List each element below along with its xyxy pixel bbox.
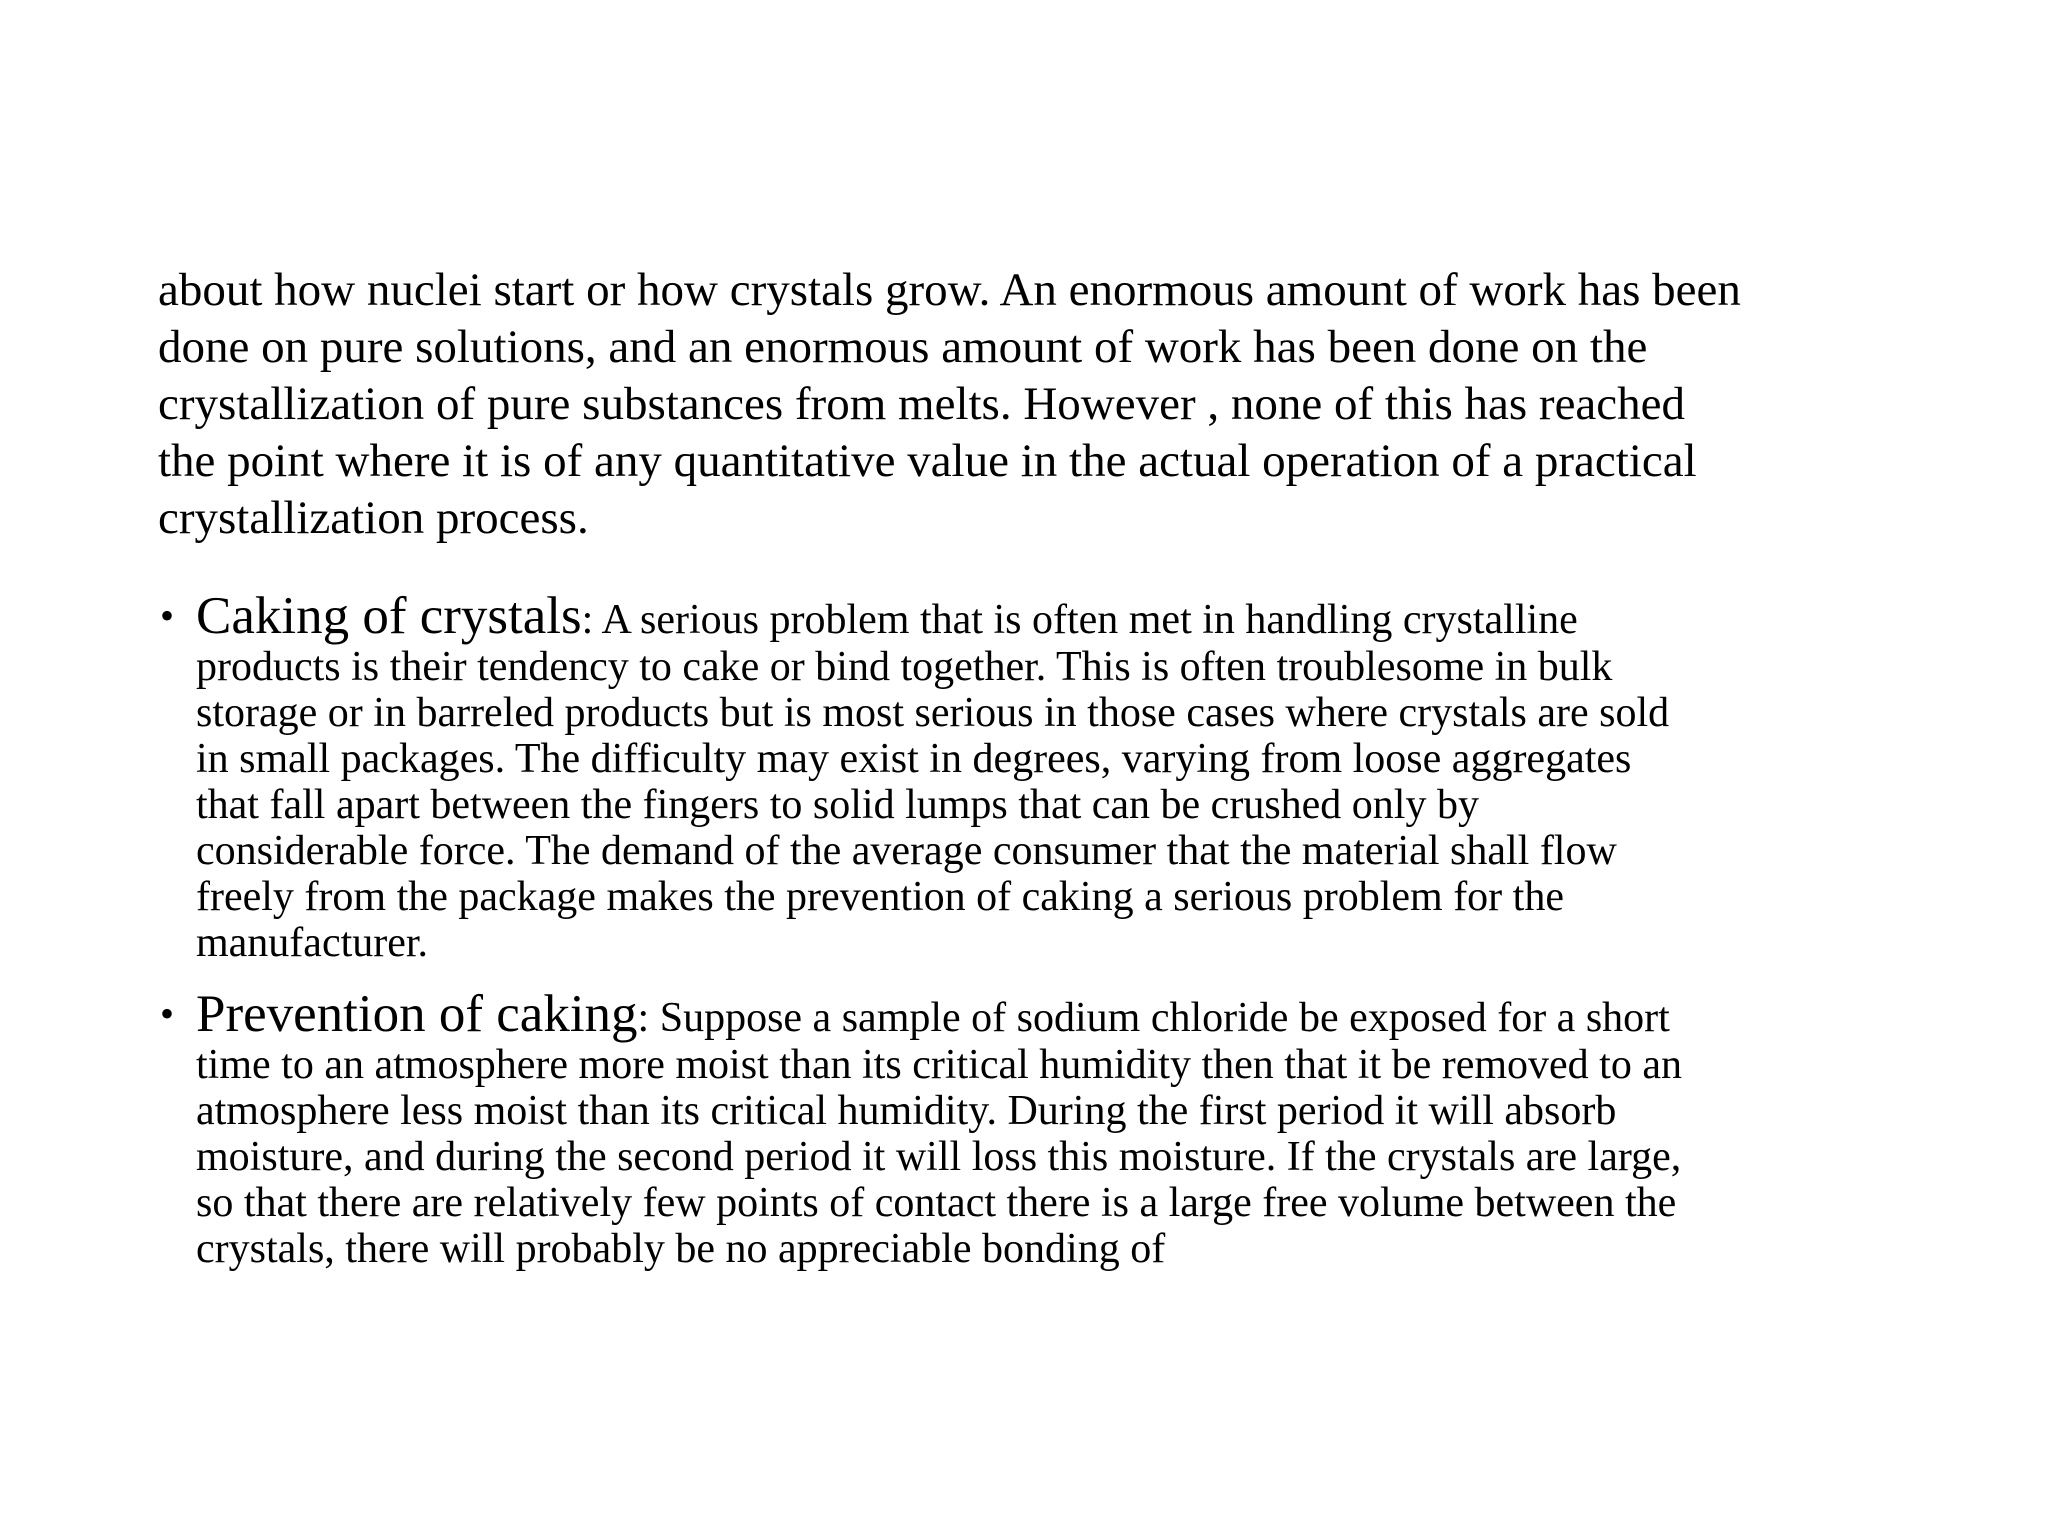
bullet-dot-icon: •: [160, 593, 175, 638]
bullet-title: Caking of crystals: [196, 587, 582, 645]
intro-paragraph: about how nuclei start or how crystals grow. An enormous amount of work has been done on pure solutions, and an enormous amount of work has been done on the crystallization of pure substances from melts. However , none of this has reached the point where it is of any quantitative value in the actual operation of a practical crystallization process.: [158, 264, 1741, 544]
bullet-prevention-of-caking: [158, 986, 1918, 1272]
bullet-body: time to an atmosphere more moist than its critical humidity then that it be removed to an atmosphere less moist than its critical humidity. During the first period it will absorb moisture, and during the second period it will loss this moisture. If the crystals are large, so that there are relatively few points of contact there is a large free volume between the crystals, there will probably be no appreciable bonding of: [196, 1042, 1682, 1272]
bullet-list: [158, 588, 1918, 1292]
bullet-caking-of-crystals: [158, 588, 1918, 966]
bullet-first-line: : A serious problem that is often met in handling crystalline: [581, 597, 1578, 643]
bullet-dot-icon: •: [160, 991, 175, 1036]
bullet-title: Prevention of caking: [196, 985, 638, 1043]
bullet-first-line: : Suppose a sample of sodium chloride be exposed for a short: [637, 995, 1670, 1041]
bullet-body: products is their tendency to cake or bind together. This is often troublesome in bulk storage or in barreled products but is most serious in those cases where crystals are sold in small packages. The difficulty may exist in degrees, varying from loose aggregates that fall apart between the fingers to solid lumps that can be crushed only by considerable force. The demand of the average consumer that the material shall flow freely from the package makes the prevention of caking a serious problem for the manufacturer.: [196, 644, 1670, 966]
